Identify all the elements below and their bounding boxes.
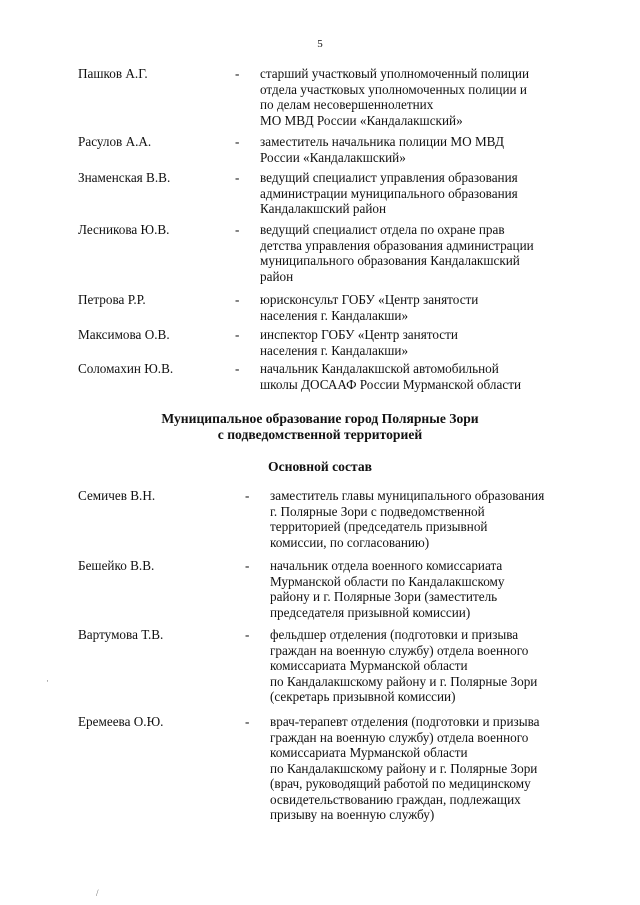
member-name: Максимова О.В. [78,327,170,342]
member-dash: - [235,170,240,185]
member-dash: - [235,361,240,376]
member-position: ведущий специалист отдела по охране прав детства управления образования администрации муниципального образования Кандалакшский район [260,222,534,284]
member-position: начальник отдела военного комиссариата Мурманской области по Кандалакшскому району и г. Полярные Зори (заместитель председателя призывной комиссии) [270,558,505,620]
member-position: врач-терапевт отделения (подготовки и призыва граждан на военную службу) отдела военного комиссариата Мурманской области по Кандалакшскому району и г. Полярные Зори (врач, руководящий работой по медицинскому освидетельствованию граждан, подлежащих призыву на военную службу) [270,714,540,822]
member-dash: - [235,327,240,342]
section-subtitle: Основной состав [268,459,372,474]
member-dash: - [235,134,240,149]
member-name: Лесникова Ю.В. [78,222,170,237]
member-dash: - [235,66,240,81]
member-dash: - [245,714,250,729]
member-position: заместитель главы муниципального образования г. Полярные Зори с подведомственной территорией (председатель призывной комиссии, по согласованию) [270,488,545,550]
page-number: 5 [317,38,323,50]
member-position: инспектор ГОБУ «Центр занятости населения г. Кандалакши» [260,327,458,358]
member-position: заместитель начальника полиции МО МВД России «Кандалакшский» [260,134,504,165]
section-title: Муниципальное образование город Полярные Зори с подведомственной территорией [161,411,479,442]
member-dash: - [235,292,240,307]
member-name: Петрова Р.Р. [78,292,146,307]
member-name: Соломахин Ю.В. [78,361,174,376]
scan-mark: / [96,888,99,898]
member-position: юрисконсульт ГОБУ «Центр занятости населения г. Кандалакши» [260,292,479,323]
member-name: Расулов А.А. [78,134,152,149]
member-name: Пашков А.Г. [78,66,148,81]
member-name: Еремеева О.Ю. [78,714,164,729]
member-position: ведущий специалист управления образования администрации муниципального образования Кандалакшский район [260,170,518,216]
member-position: начальник Кандалакшской автомобильной школы ДОСААФ России Мурманской области [260,361,522,392]
member-name: Вартумова Т.В. [78,627,164,642]
scan-mark: · [46,676,49,686]
member-name: Семичев В.Н. [78,488,156,503]
member-position: фельдшер отделения (подготовки и призыва граждан на военную службу) отдела военного комиссариата Мурманской области по Кандалакшскому району и г. Полярные Зори (секретарь призывной комиссии) [270,627,538,704]
member-dash: - [245,558,250,573]
member-dash: - [245,488,250,503]
member-position: старший участковый уполномоченный полиции отдела участковых уполномоченных полиции и по делам несовершеннолетних МО МВД России «Кандалакшский» [260,66,530,128]
member-dash: - [245,627,250,642]
member-name: Бешейко В.В. [78,558,155,573]
member-name: Знаменская В.В. [78,170,171,185]
member-dash: - [235,222,240,237]
